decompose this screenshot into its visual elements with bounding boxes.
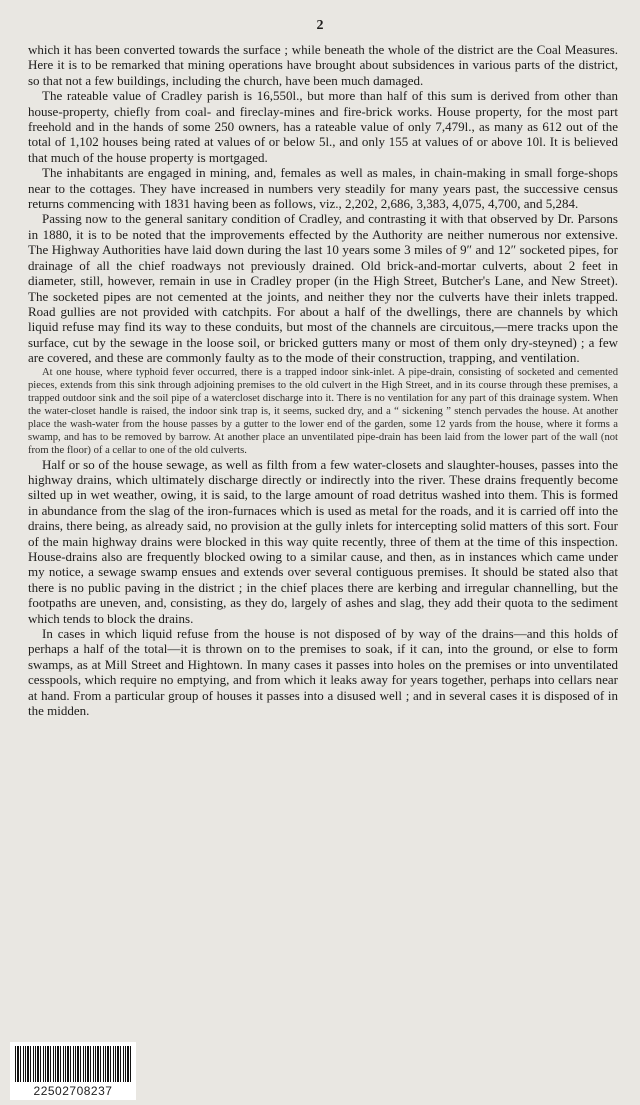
footnote: At one house, where typhoid fever occurred, there is a trapped indoor sink-inlet. A pipe-drain, consisting of socketed and cemented pieces, extends from this sink through adjoining premises to the old culvert in the High Street, and in its course through these premises, a trapped outdoor sink and the soil pipe of a watercloset discharge into it. There is no ventilation for any part of this drainage system. When the water-closet handle is raised, the indoor sink trap is, it seems, sucked dry, and a “ sickening ” stench pervades the house. At another place the wash-water from the house passes by a gutter to the lower end of the garden, some 12 yards from the house, where it forms a swamp, and has to be removed by barrow. At another place an unventilated pipe-drain has been laid from the lower part of the wall (not from the floor) of a cellar to one of the old culverts. [28, 366, 618, 456]
library-barcode-label [10, 1042, 136, 1100]
body-text [28, 42, 618, 718]
paragraph-5: Half or so of the house sewage, as well as filth from a few water-closets and slaughter-houses, passes into the highway drains, which ultimately discharge directly or indirectly into the river. These drains frequently become silted up in wet weather, owing, it is said, to the large amount of road detritus washed into them. This is formed in abundance from the slag of the iron-furnaces which is used as metal for the roads, and it is carried off into the drains, there being, as already said, no provision at the gully inlets for intercepting solid matters of this sort. Four of the main highway drains were blocked in this way quite recently, three of them at the time of this inspection. House-drains also are frequently blocked owing to a similar cause, and then, as in instances which came under my notice, a sewage swamp ensues and extends over several contiguous premises. It should be stated also that there is no public paving in the district ; in the chief places there are kerbing and irregular channelling, but the footpaths are uneven, and, consisting, as they do, largely of ashes and slag, they add their quota to the sediment which tends to block the drains. [28, 456, 618, 626]
paragraph-4: Passing now to the general sanitary condition of Cradley, and contrasting it with that observed by Dr. Parsons in 1880, it is to be noted that the improvements effected by the Authority are neither numerous nor extensive. The Highway Authorities have laid down during the last 10 years some 3 miles of 9″ and 12″ socketed pipes, for drainage of all the chief roadways not previously drained. Old brick-and-mortar culverts, about 2 feet in diameter, still, however, remain in use in Cradley proper (in the High Street, Butcher's Lane, and New Street). The socketed pipes are not cemented at the joints, and neither they nor the culverts have their inlets trapped. Road gullies are not provided with catchpits. For about a half of the dwellings, there are channels by which liquid refuse may find its way to these conduits, but most of the channels are circuitous,—mere tracks upon the surface, cut by the sewage in the loose soil, or bricked gutters many or most of them only dry-steyned) ; a few are covered, and these are commonly faulty as to the mode of their construction, trapping, and ventilation. [28, 211, 618, 366]
paragraph-1: which it has been converted towards the surface ; while beneath the whole of the district are the Coal Measures. Here it is to be remarked that mining operations have brought about subsidences in various parts of the district, so that not a few buildings, including the church, have been much damaged. [28, 42, 618, 88]
paragraph-3: The inhabitants are engaged in mining, and, females as well as males, in chain-making in small forge-shops near to the cottages. They have increased in numbers very steadily for many years past, the successive census returns commencing with 1831 having been as follows, viz., 2,202, 2,686, 3,383, 4,075, 4,700, and 5,284. [28, 165, 618, 212]
paragraph-6: In cases in which liquid refuse from the house is not disposed of by way of the drains—and this holds of perhaps a half of the total—it is thrown on to the premises to soak, if it can, into the ground, or else to form swamps, as at Mill Street and Hightown. In many cases it passes into holes on the premises or into unventilated cesspools, which require no emptying, and from which it leaks away for years together, perhaps into cellars near at hand. From a particular group of houses it passes into a disused well ; and in several cases it is disposed of in the midden. [28, 626, 618, 719]
barcode-number: 22502708237 [33, 1084, 113, 1098]
barcode-icon [15, 1046, 131, 1082]
page-number: 2 [316, 18, 324, 33]
paragraph-2: The rateable value of Cradley parish is 16,550l., but more than half of this sum is derived from other than house-property, chiefly from coal- and fireclay-mines and fire-brick works. House property, for the most part freehold and in the hands of some 250 owners, has a rateable value of only 7,479l., as many as 612 out of the total of 1,102 houses being rated at values of or below 5l., and only 155 at values of or above 10l. It is believed that much of the house property is mortgaged. [28, 88, 618, 165]
